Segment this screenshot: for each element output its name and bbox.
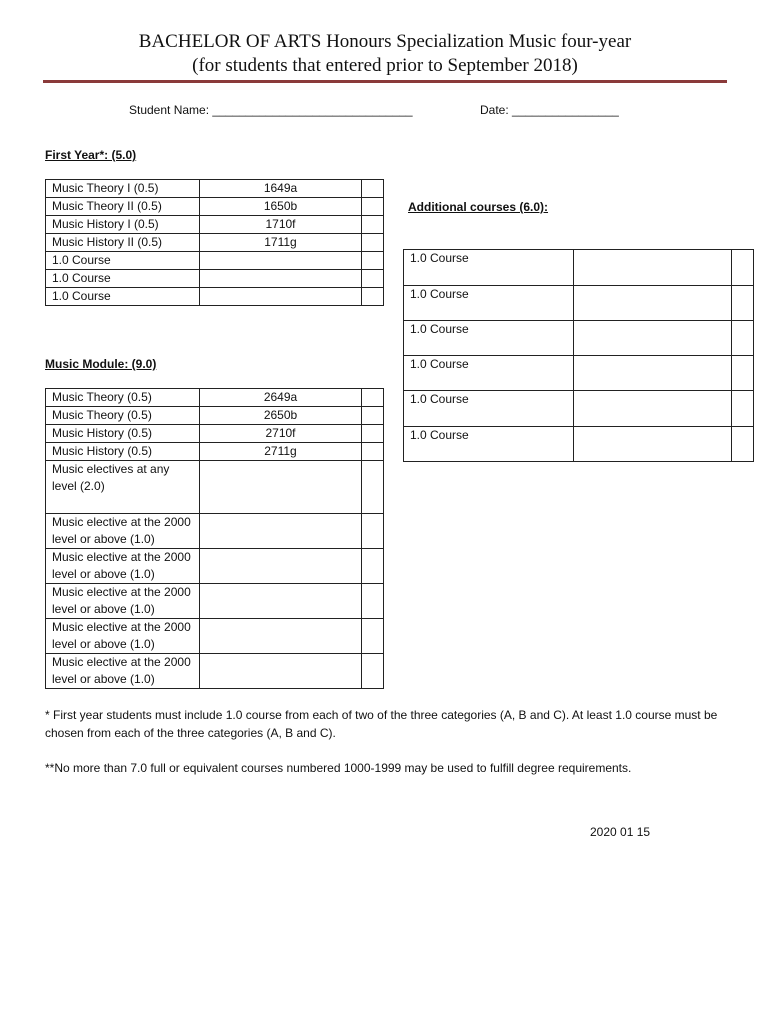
course-name-cell: 1.0 Course	[404, 321, 574, 356]
checkbox-cell[interactable]	[362, 619, 384, 654]
course-name-cell: Music elective at the 2000 level or above (1.0)	[46, 514, 200, 549]
checkbox-cell[interactable]	[362, 288, 384, 306]
additional-course-row	[404, 427, 754, 462]
course-name-cell: Music elective at the 2000 level or above (1.0)	[46, 549, 200, 584]
footnote-first-year: * First year students must include 1.0 course from each of two of the three categories (A, B and C). At least 1.0 course must be chosen from each of the three categories (A, B and C).	[45, 708, 718, 740]
additional-courses-heading: Additional courses (6.0):	[408, 200, 549, 214]
course-code-cell: 1649a	[200, 180, 362, 198]
course-name-cell: Music elective at the 2000 level or above (1.0)	[46, 619, 200, 654]
music-module-row	[46, 654, 384, 689]
date-field[interactable]: ________________	[512, 103, 619, 117]
course-name-cell: Music Theory (0.5)	[46, 407, 200, 425]
course-code-cell: 2711g	[200, 443, 362, 461]
course-code-cell	[200, 461, 362, 514]
checkbox-cell[interactable]	[362, 654, 384, 689]
checkbox-cell[interactable]	[362, 549, 384, 584]
course-name-cell: 1.0 Course	[404, 286, 574, 321]
document-title-line2: (for students that entered prior to September 2018)	[192, 55, 578, 76]
checkbox-cell[interactable]	[732, 250, 754, 286]
checkbox-cell[interactable]	[732, 356, 754, 391]
checkbox-cell[interactable]	[732, 321, 754, 356]
checkbox-cell[interactable]	[362, 216, 384, 234]
course-code-cell	[200, 252, 362, 270]
course-code-cell: 2710f	[200, 425, 362, 443]
course-entry-cell[interactable]	[574, 286, 732, 321]
music-module-row	[46, 549, 384, 584]
course-name-cell: 1.0 Course	[404, 427, 574, 462]
music-module-row	[46, 407, 384, 425]
checkbox-cell[interactable]	[362, 443, 384, 461]
checkbox-cell[interactable]	[362, 461, 384, 514]
course-name-cell: Music elective at the 2000 level or above (1.0)	[46, 584, 200, 619]
checkbox-cell[interactable]	[362, 234, 384, 252]
first-year-heading: First Year*: (5.0)	[45, 148, 137, 162]
revision-date: 2020 01 15	[590, 825, 651, 839]
first-year-row	[46, 288, 384, 306]
course-code-cell: 2650b	[200, 407, 362, 425]
checkbox-cell[interactable]	[362, 407, 384, 425]
checkbox-cell[interactable]	[362, 389, 384, 407]
course-name-cell: Music History (0.5)	[46, 425, 200, 443]
checkbox-cell[interactable]	[362, 584, 384, 619]
checkbox-cell[interactable]	[362, 425, 384, 443]
course-entry-cell[interactable]	[574, 356, 732, 391]
checkbox-cell[interactable]	[362, 198, 384, 216]
checkbox-cell[interactable]	[362, 270, 384, 288]
course-code-cell: 2649a	[200, 389, 362, 407]
first-year-row	[46, 234, 384, 252]
student-name-field[interactable]: ______________________________	[212, 103, 413, 117]
music-module-row	[46, 443, 384, 461]
student-name-row	[129, 103, 413, 117]
checkbox-cell[interactable]	[732, 286, 754, 321]
title-divider	[43, 80, 727, 83]
course-code-cell	[200, 619, 362, 654]
course-name-cell: Music electives at any level (2.0)	[46, 461, 200, 514]
date-row	[480, 103, 619, 117]
music-module-table	[45, 388, 384, 689]
course-code-cell	[200, 270, 362, 288]
course-name-cell: Music Theory I (0.5)	[46, 180, 200, 198]
first-year-row	[46, 216, 384, 234]
document-title-line1: BACHELOR OF ARTS Honours Specialization Music four-year	[138, 31, 632, 52]
course-name-cell: Music Theory II (0.5)	[46, 198, 200, 216]
course-code-cell: 1710f	[200, 216, 362, 234]
course-name-cell: 1.0 Course	[46, 252, 200, 270]
music-module-row	[46, 389, 384, 407]
checkbox-cell[interactable]	[362, 252, 384, 270]
checkbox-cell[interactable]	[732, 391, 754, 427]
footnote-course-limit: **No more than 7.0 full or equivalent courses numbered 1000-1999 may be used to fulfill degree requirements.	[45, 761, 632, 775]
course-code-cell	[200, 288, 362, 306]
course-name-cell: Music Theory (0.5)	[46, 389, 200, 407]
course-code-cell	[200, 549, 362, 584]
checkbox-cell[interactable]	[362, 180, 384, 198]
checkbox-cell[interactable]	[732, 427, 754, 462]
course-entry-cell[interactable]	[574, 321, 732, 356]
first-year-row	[46, 270, 384, 288]
date-label: Date:	[480, 103, 509, 117]
course-name-cell: Music History (0.5)	[46, 443, 200, 461]
first-year-table	[45, 179, 384, 306]
additional-course-row	[404, 321, 754, 356]
music-module-row	[46, 514, 384, 549]
first-year-row	[46, 252, 384, 270]
music-module-row	[46, 619, 384, 654]
course-code-cell	[200, 654, 362, 689]
course-name-cell: 1.0 Course	[46, 270, 200, 288]
course-name-cell: Music elective at the 2000 level or above (1.0)	[46, 654, 200, 689]
course-name-cell: 1.0 Course	[404, 250, 574, 286]
course-code-cell	[200, 584, 362, 619]
course-code-cell: 1650b	[200, 198, 362, 216]
additional-course-row	[404, 250, 754, 286]
checkbox-cell[interactable]	[362, 514, 384, 549]
course-name-cell: 1.0 Course	[404, 391, 574, 427]
first-year-row	[46, 180, 384, 198]
music-module-heading: Music Module: (9.0)	[45, 357, 157, 371]
additional-course-row	[404, 391, 754, 427]
music-module-row	[46, 584, 384, 619]
course-name-cell: Music History I (0.5)	[46, 216, 200, 234]
course-name-cell: 1.0 Course	[46, 288, 200, 306]
additional-courses-table	[403, 249, 754, 462]
course-code-cell	[200, 514, 362, 549]
additional-course-row	[404, 286, 754, 321]
music-module-row	[46, 461, 384, 514]
music-module-row	[46, 425, 384, 443]
course-code-cell: 1711g	[200, 234, 362, 252]
course-name-cell: 1.0 Course	[404, 356, 574, 391]
course-entry-cell[interactable]	[574, 250, 732, 286]
first-year-row	[46, 198, 384, 216]
additional-course-row	[404, 356, 754, 391]
course-entry-cell[interactable]	[574, 391, 732, 427]
student-name-label: Student Name:	[129, 103, 210, 117]
course-name-cell: Music History II (0.5)	[46, 234, 200, 252]
course-entry-cell[interactable]	[574, 427, 732, 462]
